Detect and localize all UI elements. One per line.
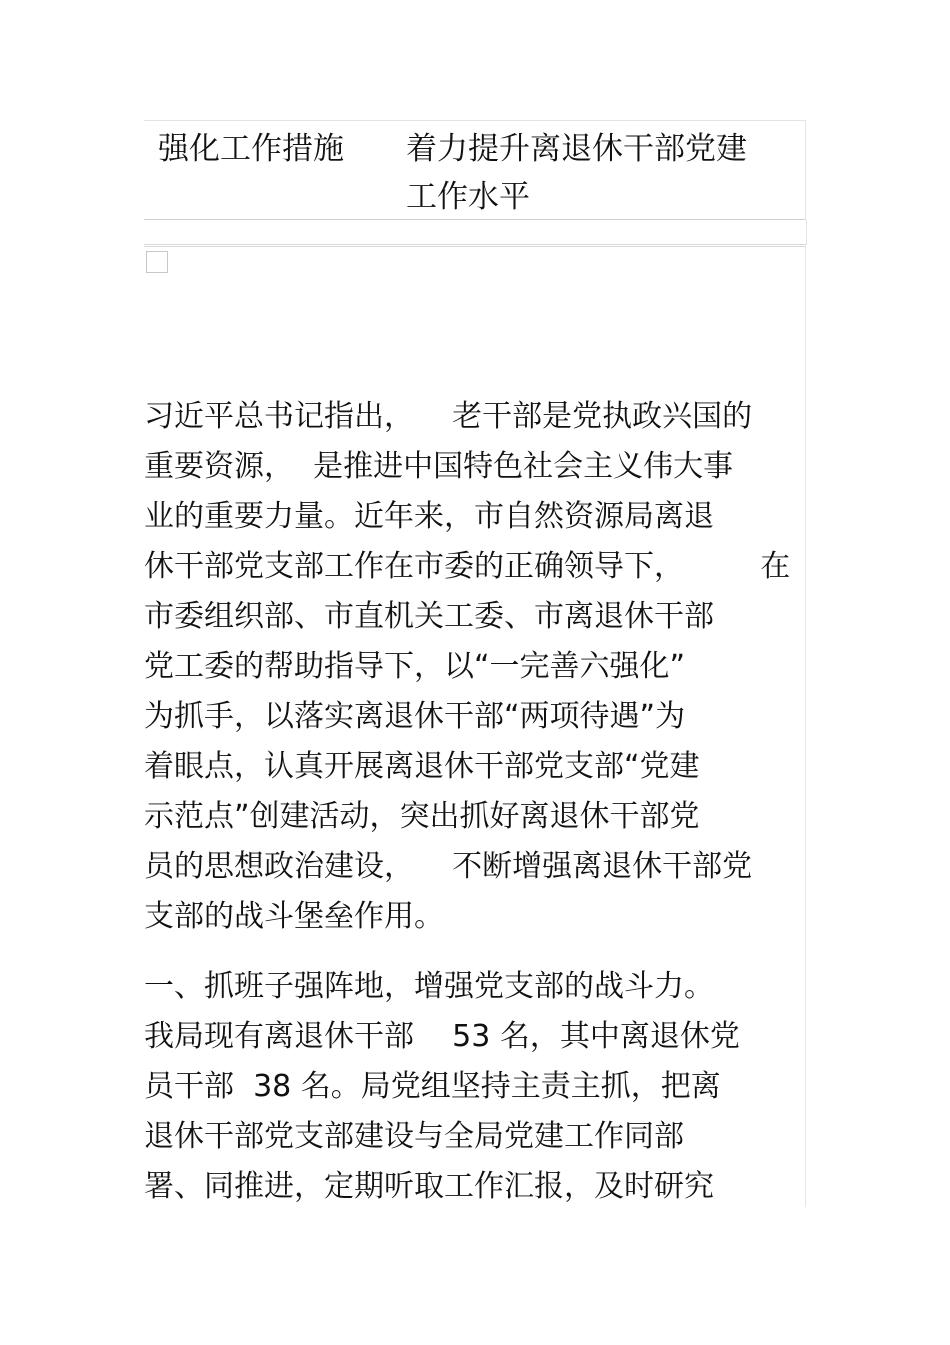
paragraph-line: 我局现有离退休干部 53 名，其中离退休党 [144,1019,740,1054]
paragraph-line: 重要资源， 是推进中国特色社会主义伟大事 [144,449,734,484]
table-empty-row [144,220,807,245]
paragraph-line: 为抓手，以落实离退休干部“两项待遇”为 [144,699,686,734]
title-left-cell: 强化工作措施 [158,131,344,167]
section-heading: 一、抓班子强阵地，增强党支部的战斗力。 [144,969,714,1004]
paragraph-line: 习近平总书记指出， 老干部是党执政兴国的 [144,399,753,434]
paragraph-line: 业的重要力量。近年来，市自然资源局离退 [144,499,714,534]
paragraph-gap [144,942,824,962]
title-right-cell [406,125,747,221]
table-divider [144,246,806,247]
paragraph-line: 署、同推进，定期听取工作汇报，及时研究 [144,1169,714,1204]
body-text [144,392,824,1212]
paragraph-line: 党工委的帮助指导下，以“一完善六强化” [144,649,686,684]
paragraph-line: 示范点”创建活动，突出抓好离退休干部党 [144,799,700,834]
checkbox-icon[interactable] [146,251,168,273]
title-right-line-2: 工作水平 [406,179,530,215]
paragraph-line: 员干部 38 名。局党组坚持主责主抓，把离 [144,1069,721,1104]
paragraph-line: 支部的战斗堡垒作用。 [144,899,444,934]
paragraph-line: 着眼点，认真开展离退休干部党支部“党建 [144,749,700,784]
paragraph-section-one [144,962,824,1212]
paragraph-intro [144,392,824,942]
paragraph-line: 员的思想政治建设， 不断增强离退休干部党 [144,849,753,884]
paragraph-line: 退休干部党支部建设与全局党建工作同部 [144,1119,684,1154]
paragraph-line: 市委组织部、市直机关工委、市离退休干部 [144,599,714,634]
title-table [144,120,806,220]
title-right-line-1: 着力提升离退休干部党建 [406,131,747,167]
paragraph-line: 休干部党支部工作在市委的正确领导下， 在 [144,549,791,584]
